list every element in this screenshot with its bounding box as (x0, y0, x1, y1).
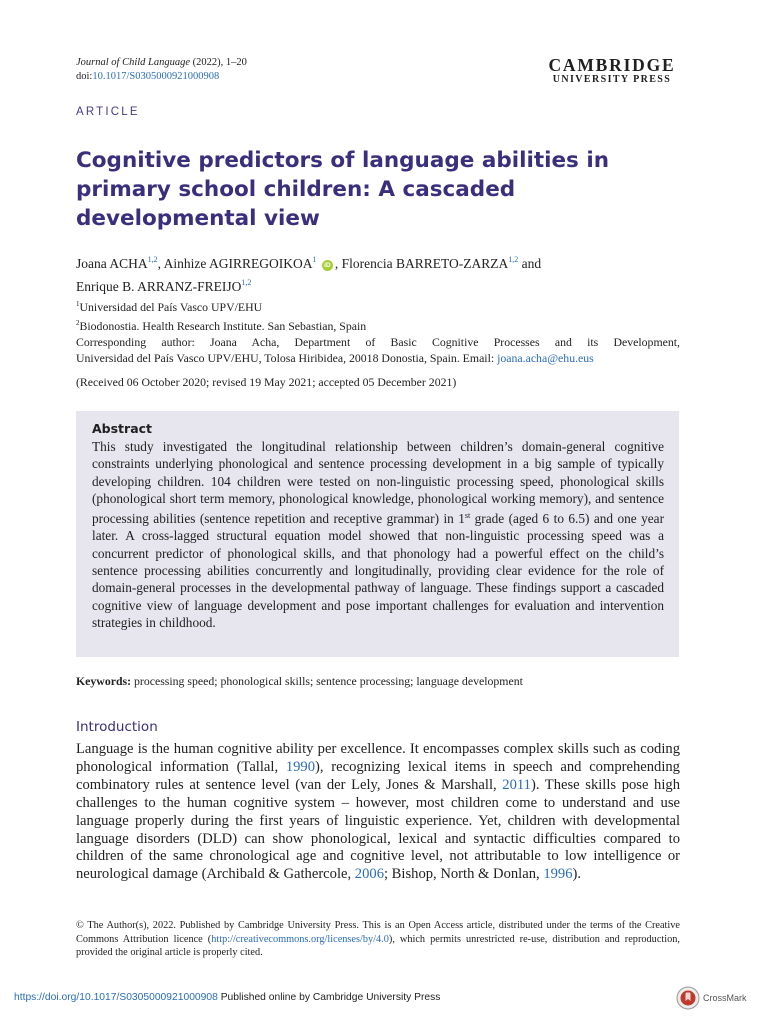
keywords (76, 674, 523, 689)
cambridge-logo (544, 56, 680, 86)
affiliation-item: $^2$Biodonostia. Health Research Institute. San Sebastian, Spain (76, 319, 367, 333)
section-heading-introduction: Introduction (76, 719, 158, 735)
author-list: Joana ACHA$^{1,2}$, Ainhize AGIRREGOIKOA$^1$ iD , Florencia BARRETO-ZARZA$^{1,2}$ and Enrique B. ARRANZ-FREIJO$^{1,2}$ (76, 255, 542, 294)
journal-name: Journal of Child Language (76, 57, 191, 68)
journal-issue: (2022), 1–20 (190, 57, 247, 68)
corresponding-author-line1: Corresponding author: Joana Acha, Department of Basic Cognitive Processes and its Development, (76, 335, 680, 349)
author-affiliation-ref[interactable]: 1,2 (508, 255, 519, 264)
author-email-link[interactable]: joana.acha@ehu.eus (497, 351, 594, 365)
author-affiliation-ref[interactable]: 1,2 (241, 278, 252, 287)
author-name: Joana ACHA (76, 256, 148, 271)
keywords-label: Keywords: (76, 674, 132, 688)
author-affiliation-ref[interactable]: 1,2 (147, 255, 158, 264)
crossmark-button[interactable] (676, 986, 747, 1010)
article-title: Cognitive predictors of language abilities in primary school children: A cascaded developmental view (76, 148, 610, 231)
orcid-icon[interactable]: iD (322, 260, 333, 271)
doi-prefix: doi: (76, 71, 93, 82)
crossmark-label: CrossMark (703, 993, 747, 1003)
affiliation-item: $^1$Universidad del País Vasco UPV/EHU (76, 300, 263, 314)
abstract-text: This study investigated the longitudinal relationship between children’s domain-general cognitive constraints underlying phonological and sentence processing development in a big sample of typically developing children. 104 children were tested on non-linguistic processing speed, phonological skills (phonological short term memory, phonological knowledge, phonological working memory), and sentence processing abilities (sentence repetition and receptive grammar) in 1st grade (aged 6 to 6.5) and one year later. A cross-lagged structural equation model showed that non-linguistic processing speed was a concurrent predictor of phonological skills, and that phonology had a powerful effect on the child’s sentence processing abilities concurrently and longitudinally, providing clear evidence for the role of domain-general processes in the developmental pathway of language. These findings support a cascaded cognitive view of language development and pose important challenges for evaluation and intervention strategies in childhood. (92, 439, 664, 630)
copyright-notice: © The Author(s), 2022. Published by Cambridge University Press. This is an Open Access article, distributed under the terms of the Creative Commons Attribution licence (http://creativecommons.org/licenses/by/4.0), which permits unrestricted re-use, distribution and reproduction, provided the original article is properly cited. (76, 920, 680, 959)
footer (14, 992, 440, 1003)
author-name: Enrique B. ARRANZ-FREIJO (76, 279, 242, 294)
footer-doi-link[interactable]: https://doi.org/10.1017/S0305000921000908 (14, 992, 218, 1003)
citation-link[interactable]: 1990 (285, 758, 316, 775)
citation-link[interactable]: 2006 (354, 866, 384, 883)
author-name: Florencia BARRETO-ZARZA (341, 256, 509, 271)
citation-link[interactable]: 2011 (502, 776, 531, 793)
author-affiliation-ref[interactable]: 1 (312, 255, 317, 264)
received-dates: (Received 06 October 2020; revised 19 May 2021; accepted 05 December 2021) (76, 375, 457, 389)
citation-link[interactable]: 1996 (543, 866, 573, 883)
doi-link[interactable]: 10.1017/S0305000921000908 (92, 71, 220, 82)
footer-published: Published online by Cambridge University Press (217, 992, 441, 1003)
corresponding-author-line2: Universidad del País Vasco UPV/EHU, Tolosa Hiribidea, 20018 Donostia, Spain. Email: joana.acha@ehu.eus (76, 351, 594, 365)
logo-line-1: CAMBRIDGE (548, 55, 676, 75)
abstract-heading: Abstract (92, 421, 153, 436)
abstract-box (76, 411, 679, 657)
crossmark-icon (676, 986, 700, 1010)
affiliations (76, 296, 680, 366)
logo-line-2: UNIVERSITY PRESS (552, 74, 672, 85)
journal-header (76, 56, 247, 84)
author-name: Ainhize AGIRREGOIKOA (163, 256, 313, 271)
keywords-text: processing speed; phonological skills; sentence processing; language development (131, 674, 523, 688)
article-type: ARTICLE (76, 106, 140, 118)
introduction-paragraph: Language is the human cognitive ability per excellence. It encompasses complex skills such as coding phonological information (Tallal, 1990), recognizing lexical items in speech and comprehending combinatory rules at sentence level (van der Lely, Jones & Marshall, 2011). These skills pose high challenges to the human cognitive system – however, most children come to understand and use language properly during the first years of linguistic experience. Yet, children with developmental language disorders (DLD) can show phonological, lexical and syntactic difficulties compared to children of the same chronological age and cognitive level, not attributable to low intelligence or neurological damage (Archibald & Gathercole, 2006; Bishop, North & Donlan, 1996). (76, 741, 680, 883)
license-link[interactable]: http://creativecommons.org/licenses/by/4.0 (211, 933, 389, 945)
